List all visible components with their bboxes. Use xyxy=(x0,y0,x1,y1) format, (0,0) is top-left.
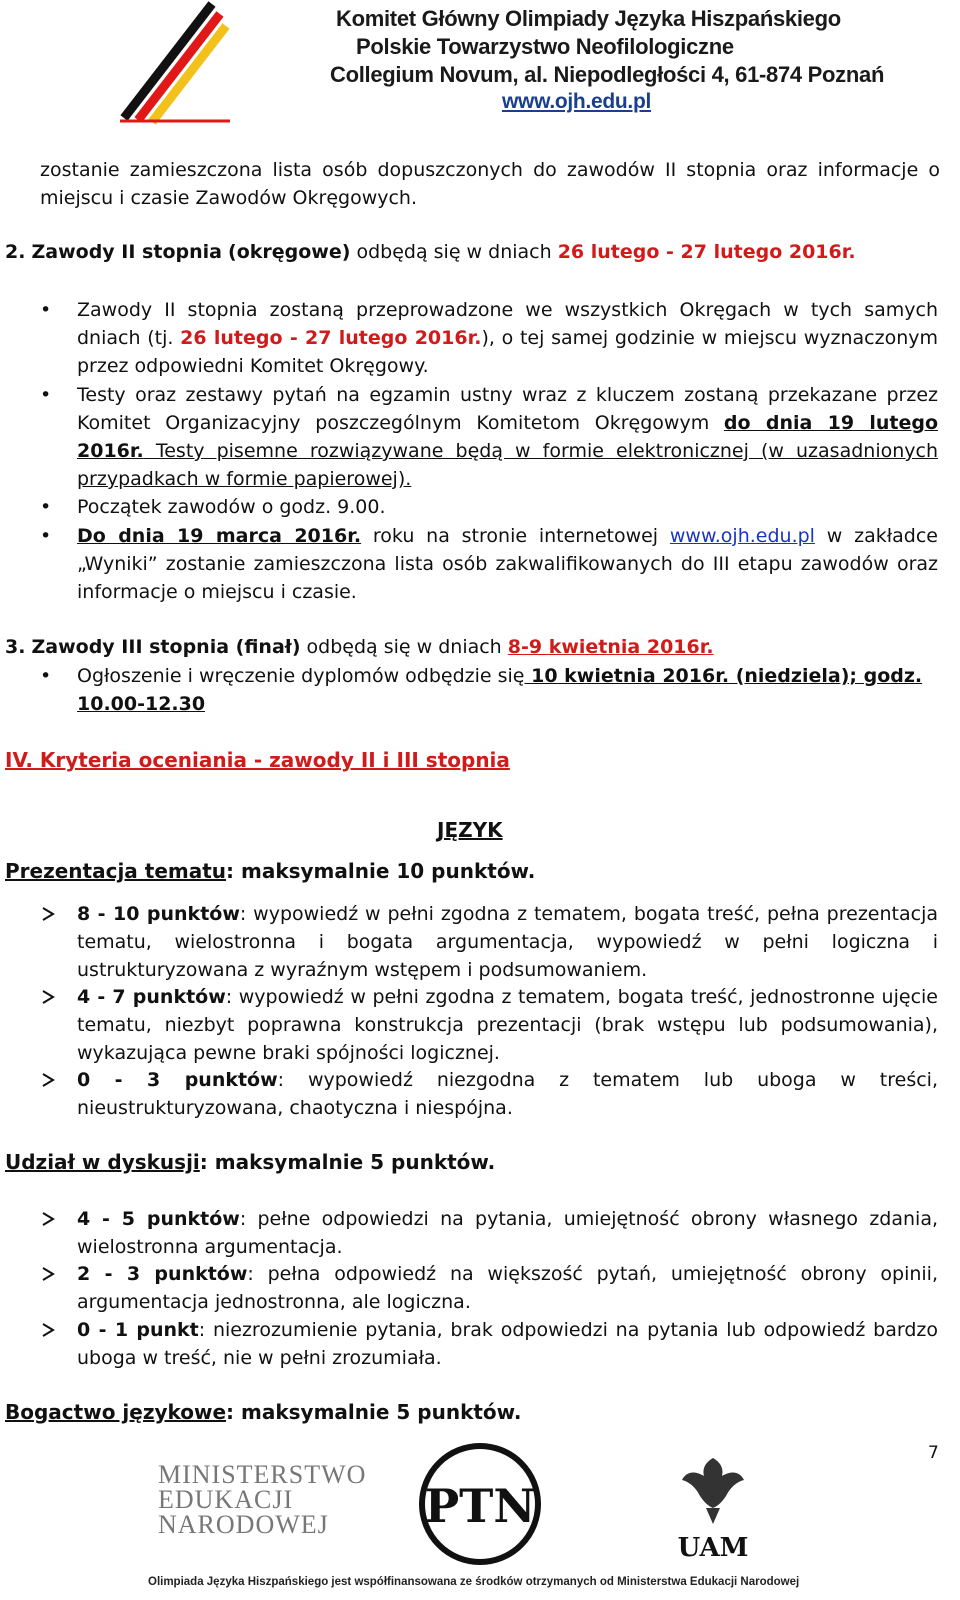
points-label: 4 - 7 punktów xyxy=(77,986,226,1008)
presentation-max: : maksymalnie 10 punktów. xyxy=(226,859,536,883)
stage3-b1-date: 10 kwietnia 2016r. (niedziela); godz. 10.00-12.30 xyxy=(77,665,923,715)
presentation-item-3 xyxy=(77,1066,938,1122)
bullet-dot: • xyxy=(40,665,52,687)
logo-stroke-red xyxy=(138,14,220,120)
stage2-b4-text-a: roku na stronie internetowej xyxy=(361,525,670,547)
stage3-title: Zawody III stopnia (finał) xyxy=(31,636,301,658)
points-label: 2 - 3 punktów xyxy=(77,1263,248,1285)
stage2-b2-date: do dnia 19 lutego 2016r. xyxy=(77,412,939,462)
points-description: : wypowiedź w pełni zgodna z tematem, bogata treść, pełna prezentacja tematu, wielostronna i bogata argumentacja, wypowiedź w pełni logiczna i ustrukturyzowana z wyraźnym wstępem i podsumowaniem. xyxy=(77,903,938,981)
points-description: : wypowiedź w pełni zgodna z tematem, bogata treść, jednostronne ujęcie tematu, niezbyt poprawna konstrukcja prezentacji (brak wstępu lub podsumowania), wykazująca pewne braki spójności logicznej. xyxy=(77,986,938,1064)
stage2-b1-text-b: ), o tej samej godzinie w miejscu wyznaczonym przez odpowiedni Komitet Okręgowy. xyxy=(77,327,938,377)
points-label: 4 - 5 punktów xyxy=(77,1208,240,1230)
richness-heading xyxy=(5,1398,521,1426)
arrow-bullet-icon xyxy=(40,1205,58,1233)
bullet-dot: • xyxy=(40,384,52,406)
points-label: 8 - 10 punktów xyxy=(77,903,240,925)
points-description: : wypowiedź niezgodna z tematem lub uboga w treści, nieustrukturyzowana, chaotyczna i niespójna. xyxy=(77,1069,938,1119)
stage2-bullet-4 xyxy=(77,522,938,606)
stage3-bullet-1 xyxy=(77,662,947,718)
olympiad-logo xyxy=(112,0,232,128)
website-link[interactable]: www.ojh.edu.pl xyxy=(669,525,815,547)
stage2-b2-text-b: Testy pisemne rozwiązywane będą w formie elektronicznej (w uzasadnionych przypadkach w formie papierowej). xyxy=(77,440,938,490)
arrow-bullet-icon xyxy=(40,1316,58,1344)
arrow-bullet-icon xyxy=(40,1260,58,1288)
men-logo-line-3: NARODOWEJ xyxy=(158,1510,329,1539)
header-website-link[interactable]: www.ojh.edu.pl xyxy=(502,90,652,113)
stage3-mid: odbędą się w dniach xyxy=(306,636,502,658)
stage3-heading xyxy=(5,633,945,661)
page-number: 7 xyxy=(928,1443,939,1463)
stage2-dates: 26 lutego - 27 lutego 2016r. xyxy=(557,241,856,263)
discussion-heading xyxy=(5,1148,495,1176)
stage2-number: 2. xyxy=(5,241,26,263)
header-line-3: Collegium Novum, al. Niepodległości 4, 61-874 Poznań xyxy=(330,62,885,87)
bullet-dot: • xyxy=(40,299,52,321)
richness-max: : maksymalnie 5 punktów. xyxy=(226,1400,522,1424)
header-line-1: Komitet Główny Olimpiady Języka Hiszpańskiego xyxy=(336,6,841,31)
stage2-title: Zawody II stopnia xyxy=(31,241,222,263)
header-line-2: Polskie Towarzystwo Neofilologiczne xyxy=(356,34,734,59)
stage2-bullet-1 xyxy=(77,296,938,380)
uam-eagle-icon xyxy=(682,1458,744,1508)
language-heading: JĘZYK xyxy=(437,818,503,842)
stage3-dates: 8-9 kwietnia 2016r. xyxy=(507,636,714,658)
points-description: : pełne odpowiedzi na pytania, umiejętność obrony własnego zdania, wielostronna argumentacja. xyxy=(77,1208,939,1258)
discussion-item-2 xyxy=(77,1260,938,1316)
stage2-b1-text-a: Zawody II stopnia zostaną przeprowadzone we wszystkich Okręgach w tych samych dniach (tj. xyxy=(77,299,938,349)
stage2-b4-text-b: w zakładce „Wyniki” zostanie zamieszczona lista osób zakwalifikowanych do III etapu zawodów oraz informacje o miejscu i czasie. xyxy=(77,525,938,603)
ptn-logo xyxy=(405,1440,555,1570)
points-description: : pełna odpowiedź na większość pytań, umiejętność obrony opinii, argumentacja jednostronna, ale logiczna. xyxy=(77,1263,938,1313)
presentation-item-1 xyxy=(77,900,938,984)
stage3-b1-text: Ogłoszenie i wręczenie dyplomów odbędzie się xyxy=(77,665,525,687)
ptn-logo-text: PTN xyxy=(424,1479,536,1533)
points-label: 0 - 1 punkt xyxy=(77,1319,199,1341)
uam-logo-text: UAM xyxy=(678,1533,748,1563)
uam-eagle-tail-icon xyxy=(706,1508,720,1524)
arrow-bullet-icon xyxy=(40,983,58,1011)
stage2-b2-text-a: Testy oraz zestawy pytań na egzamin ustny wraz z kluczem zostaną przekazane przez Komitet Organizacyjny poszczególnym Komitetom Okręgowym xyxy=(77,384,938,434)
men-logo-line-1: MINISTERSTWO xyxy=(158,1460,367,1489)
richness-label: Bogactwo językowe xyxy=(5,1400,227,1424)
stage3-number: 3. xyxy=(5,636,26,658)
points-label: 0 - 3 punktów xyxy=(77,1069,278,1091)
stage2-type: (okręgowe) xyxy=(228,241,351,263)
bullet-dot: • xyxy=(40,496,52,518)
stage2-bullet-2 xyxy=(77,381,938,493)
discussion-item-1 xyxy=(77,1205,938,1261)
arrow-bullet-icon xyxy=(40,1066,58,1094)
presentation-item-2 xyxy=(77,983,938,1067)
points-description: : niezrozumienie pytania, brak odpowiedzi na pytania lub odpowiedź bardzo uboga w treść, nie w pełni zrozumiała. xyxy=(77,1319,938,1369)
men-logo-line-2: EDUKACJI xyxy=(158,1485,294,1514)
stage2-b4-date: Do dnia 19 marca 2016r. xyxy=(77,525,362,547)
discussion-item-3 xyxy=(77,1316,938,1372)
stage2-b1-dates: 26 lutego - 27 lutego 2016r. xyxy=(180,327,482,349)
discussion-max: : maksymalnie 5 punktów. xyxy=(199,1150,496,1174)
discussion-label: Udział w dyskusji xyxy=(5,1150,200,1174)
arrow-bullet-icon xyxy=(40,900,58,928)
footer-cofinancing-note: Olimpiada Języka Hiszpańskiego jest współfinansowana ze środków otrzymanych od Ministerstwa Edukacji Narodowej xyxy=(148,1576,800,1588)
stage2-mid: odbędą się w dniach xyxy=(356,241,552,263)
presentation-heading xyxy=(5,857,535,885)
stage2-bullet-3: Początek zawodów o godz. 9.00. xyxy=(77,496,386,518)
intro-paragraph: zostanie zamieszczona lista osób dopuszczonych do zawodów II stopnia oraz informacje o miejscu i czasie Zawodów Okręgowych. xyxy=(40,159,940,209)
section-iv-heading: IV. Kryteria oceniania - zawody II i III stopnia xyxy=(5,748,510,772)
presentation-label: Prezentacja tematu xyxy=(5,859,227,883)
uam-eagle-logo xyxy=(678,1452,748,1564)
stage2-heading xyxy=(5,238,945,266)
bullet-dot: • xyxy=(40,525,52,547)
